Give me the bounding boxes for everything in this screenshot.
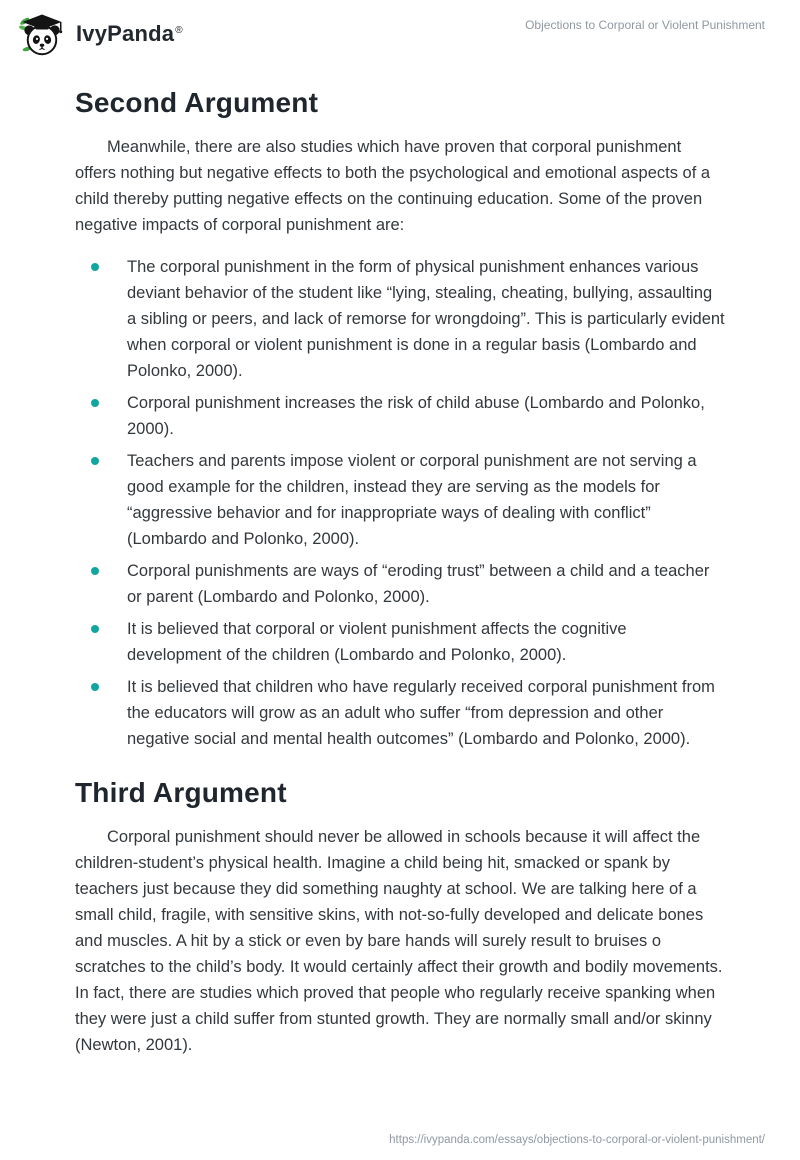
second-argument-paragraph: Meanwhile, there are also studies which have proven that corporal punishment offers nothing but negative effects to both the psychological and emotional aspects of a child thereby putting negative effects on the continuing education. Some of the proven negative impacts of corporal punishment are: xyxy=(75,138,711,234)
list-item xyxy=(75,254,725,384)
document-content xyxy=(0,86,800,1058)
section-heading-second-argument: Second Argument xyxy=(75,87,319,118)
negative-impacts-list xyxy=(75,254,725,752)
list-item-text: It is believed that corporal or violent punishment affects the cognitive development of the children (Lombardo and Polonko, 2000). xyxy=(127,620,627,664)
list-item-text: It is believed that children who have regularly received corporal punishment from the educators will grow as an adult who suffer “from depression and other negative social and mental health outcomes” (Lombardo and Polonko, 2000). xyxy=(127,678,715,748)
list-item xyxy=(75,558,725,610)
list-item-text: Teachers and parents impose violent or corporal punishment are not serving a good example for the children, instead they are serving as the models for “aggressive behavior and for inappropriate ways of dealing with conflict” (Lombardo and Polonko, 2000). xyxy=(127,452,697,548)
source-url: https://ivypanda.com/essays/objections-to-corporal-or-violent-punishment/ xyxy=(389,1134,765,1146)
registered-mark: ® xyxy=(175,24,183,36)
brand-name xyxy=(76,21,183,47)
third-argument-paragraph: Corporal punishment should never be allowed in schools because it will affect the children-student’s physical health. Imagine a child being hit, smacked or spank by teachers just because they did something naughty at school. We are talking here of a small child, fragile, with sensitive skins, with not-so-fully developed and delicate bones and muscles. A hit by a stick or even by bare hands will surely result to bruises o scratches to the child’s body. It would certainly affect their growth and bodily movements. In fact, there are studies which proved that people who regularly receive spanking when they were just a child suffer from stunted growth. They are normally small and/or skinny (Newton, 2001). xyxy=(75,828,723,1054)
bullet-icon xyxy=(91,399,99,407)
document-title-header: Objections to Corporal or Violent Punishment xyxy=(525,18,765,32)
bullet-icon xyxy=(91,625,99,633)
list-item xyxy=(75,390,725,442)
bullet-icon xyxy=(91,457,99,465)
bullet-icon xyxy=(91,263,99,271)
list-item xyxy=(75,674,725,752)
section-heading-third-argument: Third Argument xyxy=(75,777,287,808)
list-item xyxy=(75,616,725,668)
panda-graduate-icon xyxy=(18,10,66,58)
list-item-text: Corporal punishment increases the risk of child abuse (Lombardo and Polonko, 2000). xyxy=(127,394,705,438)
list-item-text: Corporal punishments are ways of “eroding trust” between a child and a teacher or parent (Lombardo and Polonko, 2000). xyxy=(127,562,710,606)
bullet-icon xyxy=(91,567,99,575)
ivypanda-logo-link[interactable] xyxy=(18,10,183,58)
page-header xyxy=(0,0,800,62)
list-item xyxy=(75,448,725,552)
list-item-text: The corporal punishment in the form of physical punishment enhances various deviant behavior of the student like “lying, stealing, cheating, bullying, assaulting a sibling or peers, and lack of remorse for wrongdoing”. This is particularly evident when corporal or violent punishment is done in a regular basis (Lombardo and Polonko, 2000). xyxy=(127,258,725,380)
bullet-icon xyxy=(91,683,99,691)
brand-word: IvyPanda xyxy=(76,21,175,46)
